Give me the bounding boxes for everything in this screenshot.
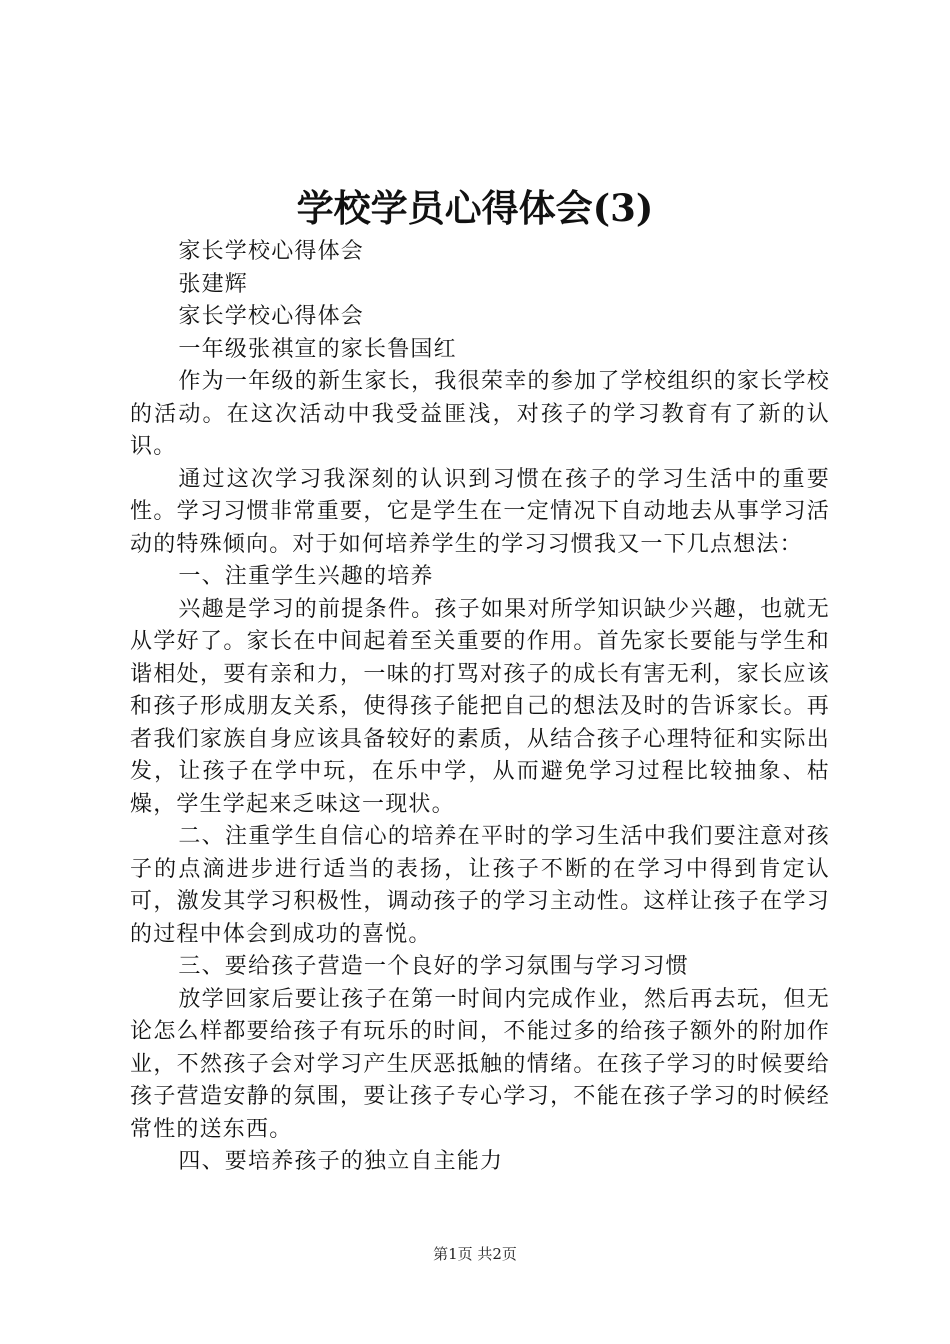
section-heading: 一、注重学生兴趣的培养 [178, 564, 434, 589]
subtitle-line: 家长学校心得体会 [178, 239, 364, 264]
heading-line: 家长学校心得体会 [178, 304, 364, 329]
paragraph: 兴趣是学习的前提条件。孩子如果对所学知识缺少兴趣，也就无从学好了。家长在中间起着至关重要的作用。首先家长要能与学生和谐相处，要有亲和力，一味的打骂对孩子的成长有害无利，家长应该和孩子形成朋友关系，使得孩子能把自己的想法及时的告诉家长。再者我们家族自身应该具备较好的素质，从结合孩子心理特征和实际出发，让孩子在学中玩，在乐中学，从而避免学习过程比较抽象、枯燥，学生学起来乏味这一现状。 [130, 596, 830, 817]
page-number-footer: 第1页 共2页 [433, 1245, 517, 1263]
paragraph: 放学回家后要让孩子在第一时间内完成作业，然后再去玩，但无论怎么样都要给孩子有玩乐的时间，不能过多的给孩子额外的附加作业，不然孩子会对学习产生厌恶抵触的情绪。在孩子学习的时候要给孩子营造安静的氛围，要让孩子专心学习，不能在孩子学习的时候经常性的送东西。 [130, 986, 830, 1142]
paragraph: 作为一年级的新生家长，我很荣幸的参加了学校组织的家长学校的活动。在这次活动中我受益匪浅，对孩子的学习教育有了新的认识。 [130, 369, 830, 459]
document-body [130, 236, 830, 1179]
paragraph: 二、注重学生自信心的培养在平时的学习生活中我们要注意对孩子的点滴进步进行适当的表扬，让孩子不断的在学习中得到肯定认可，激发其学习积极性，调动孩子的学习主动性。这样让孩子在学习的过程中体会到成功的喜悦。 [130, 824, 830, 947]
byline: 一年级张祺宣的家长鲁国红 [178, 336, 457, 362]
section-heading: 三、要给孩子营造一个良好的学习氛围与学习习惯 [178, 954, 689, 979]
document-title: 学校学员心得体会(3) [296, 186, 654, 230]
paragraph: 通过这次学习我深刻的认识到习惯在孩子的学习生活中的重要性。学习习惯非常重要，它是学生在一定情况下自动地去从事学习活动的特殊倾向。对于如何培养学生的学习习惯我又一下几点想法： [130, 466, 830, 557]
section-heading: 四、要培养孩子的独立自主能力 [178, 1149, 504, 1174]
author-line: 张建辉 [178, 271, 248, 297]
